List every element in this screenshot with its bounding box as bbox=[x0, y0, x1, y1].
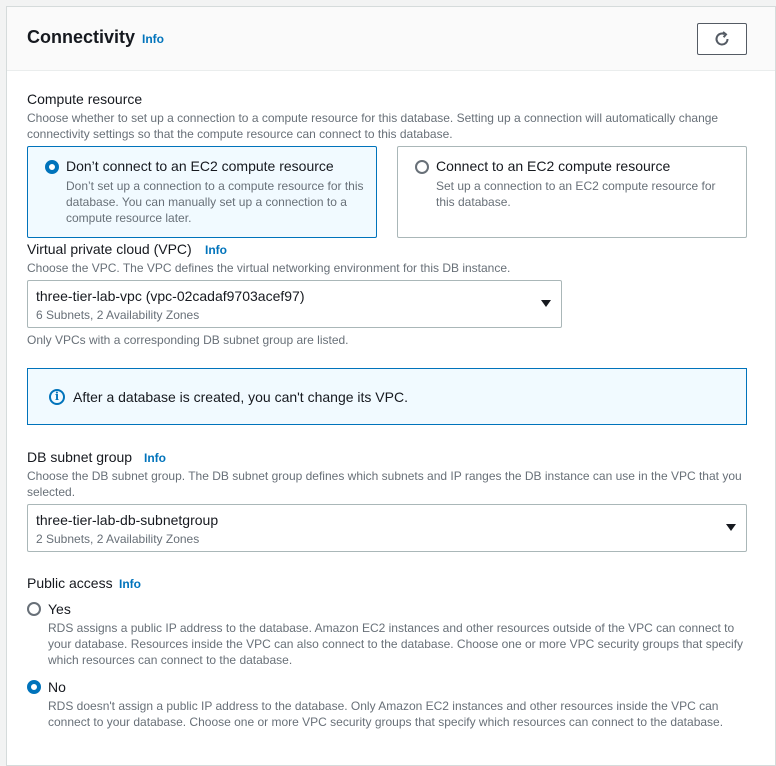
vpc-info-alert bbox=[27, 368, 747, 425]
vpc-select[interactable] bbox=[27, 280, 562, 328]
caret-down-icon bbox=[726, 524, 736, 531]
option-title: Don’t connect to an EC2 compute resource bbox=[66, 158, 334, 174]
panel-header bbox=[7, 7, 775, 71]
subnet-group-sub: 2 Subnets, 2 Availability Zones bbox=[36, 532, 200, 546]
option-description: Set up a connection to an EC2 compute resource for this database. bbox=[436, 179, 716, 209]
option-title: Connect to an EC2 compute resource bbox=[436, 158, 671, 174]
subnet-group-description: Choose the DB subnet group. The DB subnet group defines which subnets and IP ranges the DB instance can use in the VPC that you selected. bbox=[27, 469, 742, 499]
option-description: Don’t set up a connection to a compute resource for this database. You can manually set up a connection to a compute resource later. bbox=[66, 179, 364, 225]
subnet-group-info-link[interactable]: Info bbox=[144, 451, 166, 465]
refresh-icon bbox=[713, 30, 731, 48]
subnet-group-value: three-tier-lab-db-subnetgroup bbox=[36, 512, 219, 528]
subnet-group-label: DB subnet group bbox=[27, 449, 133, 465]
vpc-sub: 6 Subnets, 2 Availability Zones bbox=[36, 308, 200, 322]
connectivity-info-link[interactable]: Info bbox=[142, 32, 164, 46]
refresh-button[interactable] bbox=[697, 23, 747, 55]
vpc-value: three-tier-lab-vpc (vpc-02cadaf9703acef97) bbox=[36, 288, 305, 304]
vpc-info-link[interactable]: Info bbox=[205, 243, 227, 257]
public-access-label: Public access bbox=[27, 575, 113, 591]
compute-resource-label: Compute resource bbox=[27, 91, 143, 107]
vpc-label: Virtual private cloud (VPC) bbox=[27, 241, 192, 257]
public-no-description: RDS doesn't assign a public IP address to the database. Only Amazon EC2 instances and other resources inside the VPC can connect to your database. Choose one or more VPC security groups that specify which resources can connect to the database. bbox=[48, 699, 724, 729]
option-dont-connect-ec2[interactable] bbox=[27, 146, 377, 238]
option-connect-ec2[interactable] bbox=[397, 146, 747, 238]
public-no-label[interactable]: No bbox=[48, 679, 66, 695]
subnet-group-select[interactable] bbox=[27, 504, 747, 552]
public-yes-label[interactable]: Yes bbox=[48, 601, 71, 617]
panel-title: Connectivity bbox=[27, 27, 136, 47]
vpc-note: Only VPCs with a corresponding DB subnet group are listed. bbox=[27, 333, 349, 347]
radio-dont-connect[interactable] bbox=[45, 160, 59, 174]
radio-public-yes[interactable] bbox=[27, 602, 41, 616]
caret-down-icon bbox=[541, 300, 551, 307]
info-circle-icon: i bbox=[49, 389, 65, 405]
public-yes-description: RDS assigns a public IP address to the database. Amazon EC2 instances and other resources outside of the VPC can connect to your database. Resources inside the VPC can also connect to the database. Choose one or more VPC security groups that specify which resources can connect to the database. bbox=[48, 621, 744, 667]
compute-resource-description: Choose whether to set up a connection to a compute resource for this database. Setting up a connection will automatically change connectivity settings so that the compute resource can connect to this database. bbox=[27, 111, 719, 141]
radio-connect[interactable] bbox=[415, 160, 429, 174]
alert-text: After a database is created, you can't change its VPC. bbox=[73, 389, 408, 405]
public-access-info-link[interactable]: Info bbox=[119, 577, 141, 591]
radio-public-no[interactable] bbox=[27, 680, 41, 694]
vpc-description: Choose the VPC. The VPC defines the virtual networking environment for this DB instance. bbox=[27, 261, 511, 275]
connectivity-panel bbox=[6, 6, 776, 766]
